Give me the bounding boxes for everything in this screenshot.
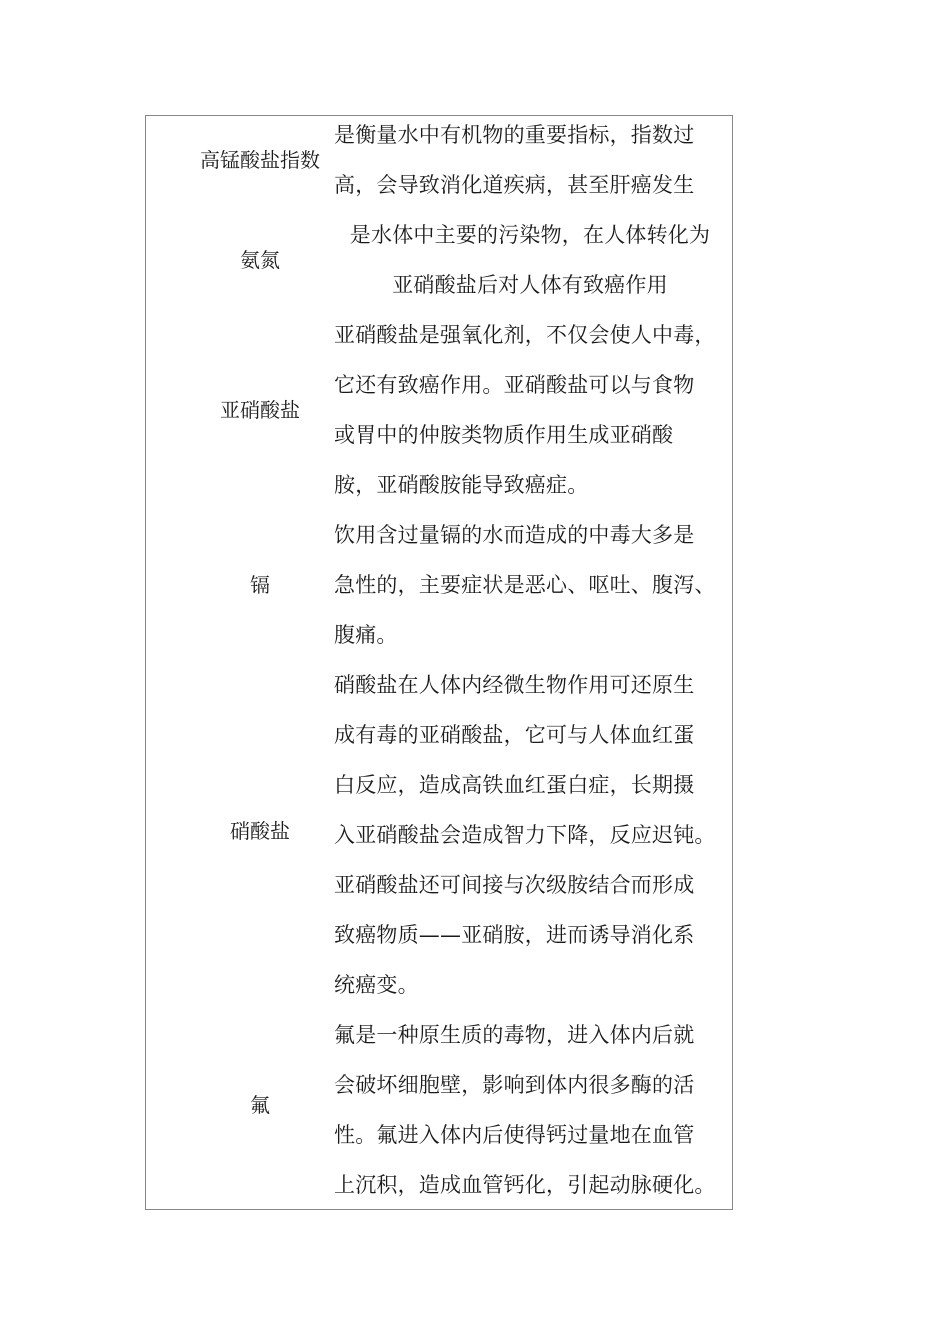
description-line: 统癌变。: [334, 973, 419, 997]
description-line: 高，会导致消化道疾病，甚至肝癌发生: [334, 173, 695, 197]
description-line: 白反应，造成高铁血红蛋白症，长期摄: [334, 773, 695, 797]
description-line: 致癌物质——亚硝胺，进而诱导消化系: [334, 923, 695, 947]
table-row: [146, 316, 732, 516]
table-row: [146, 516, 732, 666]
row-name: 氨氮: [240, 248, 280, 272]
description-line: 饮用含过量镉的水而造成的中毒大多是: [334, 523, 695, 547]
row-name: 镉: [250, 573, 270, 597]
description-line: 或胃中的仲胺类物质作用生成亚硝酸: [334, 423, 674, 447]
row-description: [334, 510, 726, 660]
description-line: 上沉积，造成血管钙化，引起动脉硬化。: [334, 1173, 716, 1197]
description-line: 硝酸盐在人体内经微生物作用可还原生: [334, 673, 695, 697]
description-line: 亚硝酸盐还可间接与次级胺结合而形成: [334, 873, 695, 897]
description-line: 会破坏细胞壁，影响到体内很多酶的活: [334, 1073, 695, 1097]
table-row: [146, 216, 732, 316]
description-line: 它还有致癌作用。亚硝酸盐可以与食物: [334, 373, 695, 397]
table-row: [146, 1016, 732, 1211]
row-description: [334, 110, 726, 210]
pollutant-table: [145, 115, 733, 1210]
table-row: [146, 116, 732, 216]
description-line: 是水体中主要的污染物，在人体转化为: [349, 223, 711, 247]
description-line: 成有毒的亚硝酸盐，它可与人体血红蛋: [334, 723, 695, 747]
row-description: [334, 210, 726, 310]
row-name: 氟: [250, 1093, 270, 1117]
description-line: 急性的，主要症状是恶心、呕吐、腹泻、: [334, 573, 716, 597]
description-line: 入亚硝酸盐会造成智力下降，反应迟钝。: [334, 823, 716, 847]
description-line: 胺，亚硝酸胺能导致癌症。: [334, 473, 589, 497]
table-row: [146, 666, 732, 1016]
row-description: [334, 1010, 726, 1210]
row-name: 亚硝酸盐: [220, 398, 300, 422]
description-line: 性。氟进入体内后使得钙过量地在血管: [334, 1123, 695, 1147]
row-description: [334, 660, 726, 1010]
description-line: 腹痛。: [334, 623, 398, 647]
row-description: [334, 310, 726, 510]
description-line: 亚硝酸盐后对人体有致癌作用: [392, 273, 668, 297]
description-line: 是衡量水中有机物的重要指标，指数过: [334, 123, 695, 147]
row-name: 硝酸盐: [230, 819, 290, 843]
description-line: 氟是一种原生质的毒物，进入体内后就: [334, 1023, 695, 1047]
description-line: 亚硝酸盐是强氧化剂，不仅会使人中毒，: [334, 323, 716, 347]
row-name: 高锰酸盐指数: [200, 148, 320, 172]
